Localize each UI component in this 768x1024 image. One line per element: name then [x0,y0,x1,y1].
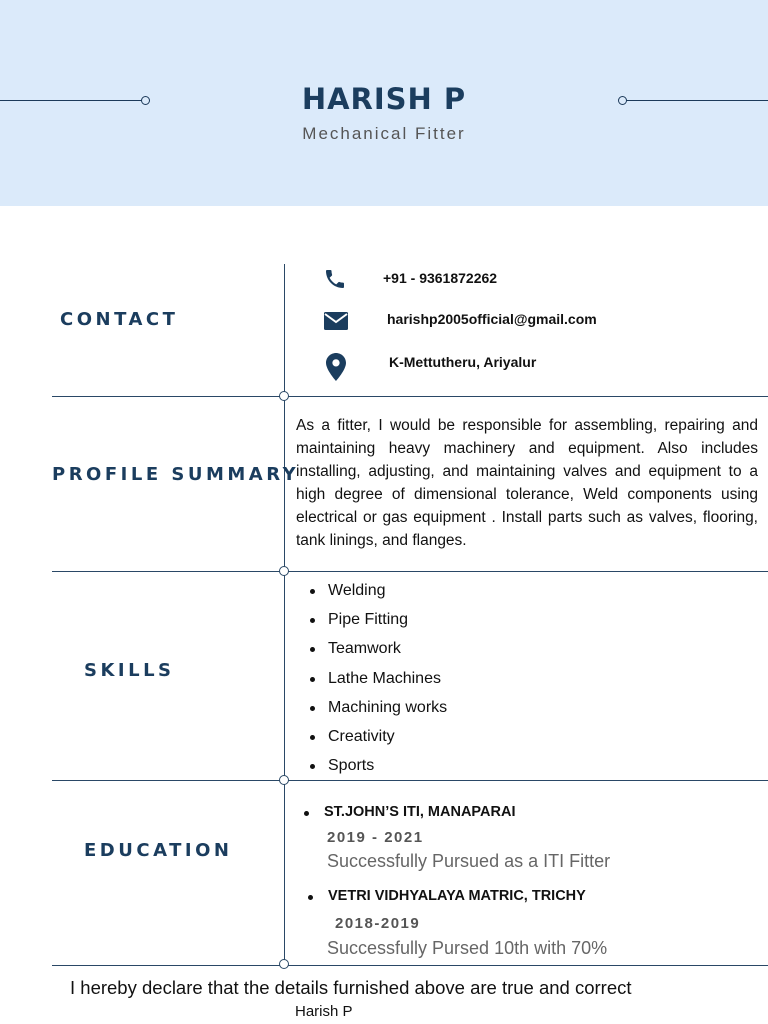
skill-item: Sports [310,753,447,782]
profile-section-title: PROFILE SUMMARY [52,464,299,485]
declaration-text: I hereby declare that the details furnished above are true and correct [70,977,632,998]
profile-summary-text: As a fitter, I would be responsible for assembling, repairing and maintaining heavy machinery and equipment. Also includes installing, adjusting, and maintaining valves and equipment to a high degree of dimensional tolerance, Weld components using electrical or gas equipment . Install parts such as valves, flooring, tank linings, and flanges. [296,417,758,549]
timeline-vertical-line [284,264,285,966]
location-pin-icon [326,353,346,381]
timeline-node-2 [279,566,289,576]
candidate-name: HARISH P [301,82,467,116]
education-school: VETRI VIDHYALAYA MATRIC, TRICHY [308,888,586,904]
education-description: Successfully Pursed 10th with 70% [327,938,608,958]
job-title: Mechanical Fitter [302,124,466,143]
education-school: ST.JOHN’S ITI, MANAPARAI [304,804,515,820]
phone-number[interactable]: +91 - 9361872262 [383,270,498,286]
signature-name: Harish P [295,1003,353,1020]
timeline-node-4 [279,959,289,969]
header-banner [0,0,768,206]
email-address[interactable]: harishp2005official@gmail.com [387,311,597,327]
education-years: 2018-2019 [335,915,421,932]
education-section-title: EDUCATION [84,840,232,861]
education-description: Successfully Pursued as a ITI Fitter [327,851,611,871]
section-divider-4 [52,965,768,966]
skills-list [310,578,447,782]
skill-item: Machining works [310,695,447,724]
education-years: 2019 - 2021 [327,829,424,846]
contact-section-title: CONTACT [60,309,178,330]
section-divider-1 [52,396,768,397]
skill-item: Welding [310,578,447,607]
skill-item: Lathe Machines [310,666,447,695]
section-divider-2 [52,571,768,572]
timeline-node-3 [279,775,289,785]
location-text: K-Mettutheru, Ariyalur [389,354,537,370]
skill-item: Teamwork [310,636,447,665]
phone-icon [323,267,347,291]
skill-item: Pipe Fitting [310,607,447,636]
skill-item: Creativity [310,724,447,753]
skills-section-title: SKILLS [84,660,175,681]
mail-icon [323,311,349,331]
timeline-node-1 [279,391,289,401]
